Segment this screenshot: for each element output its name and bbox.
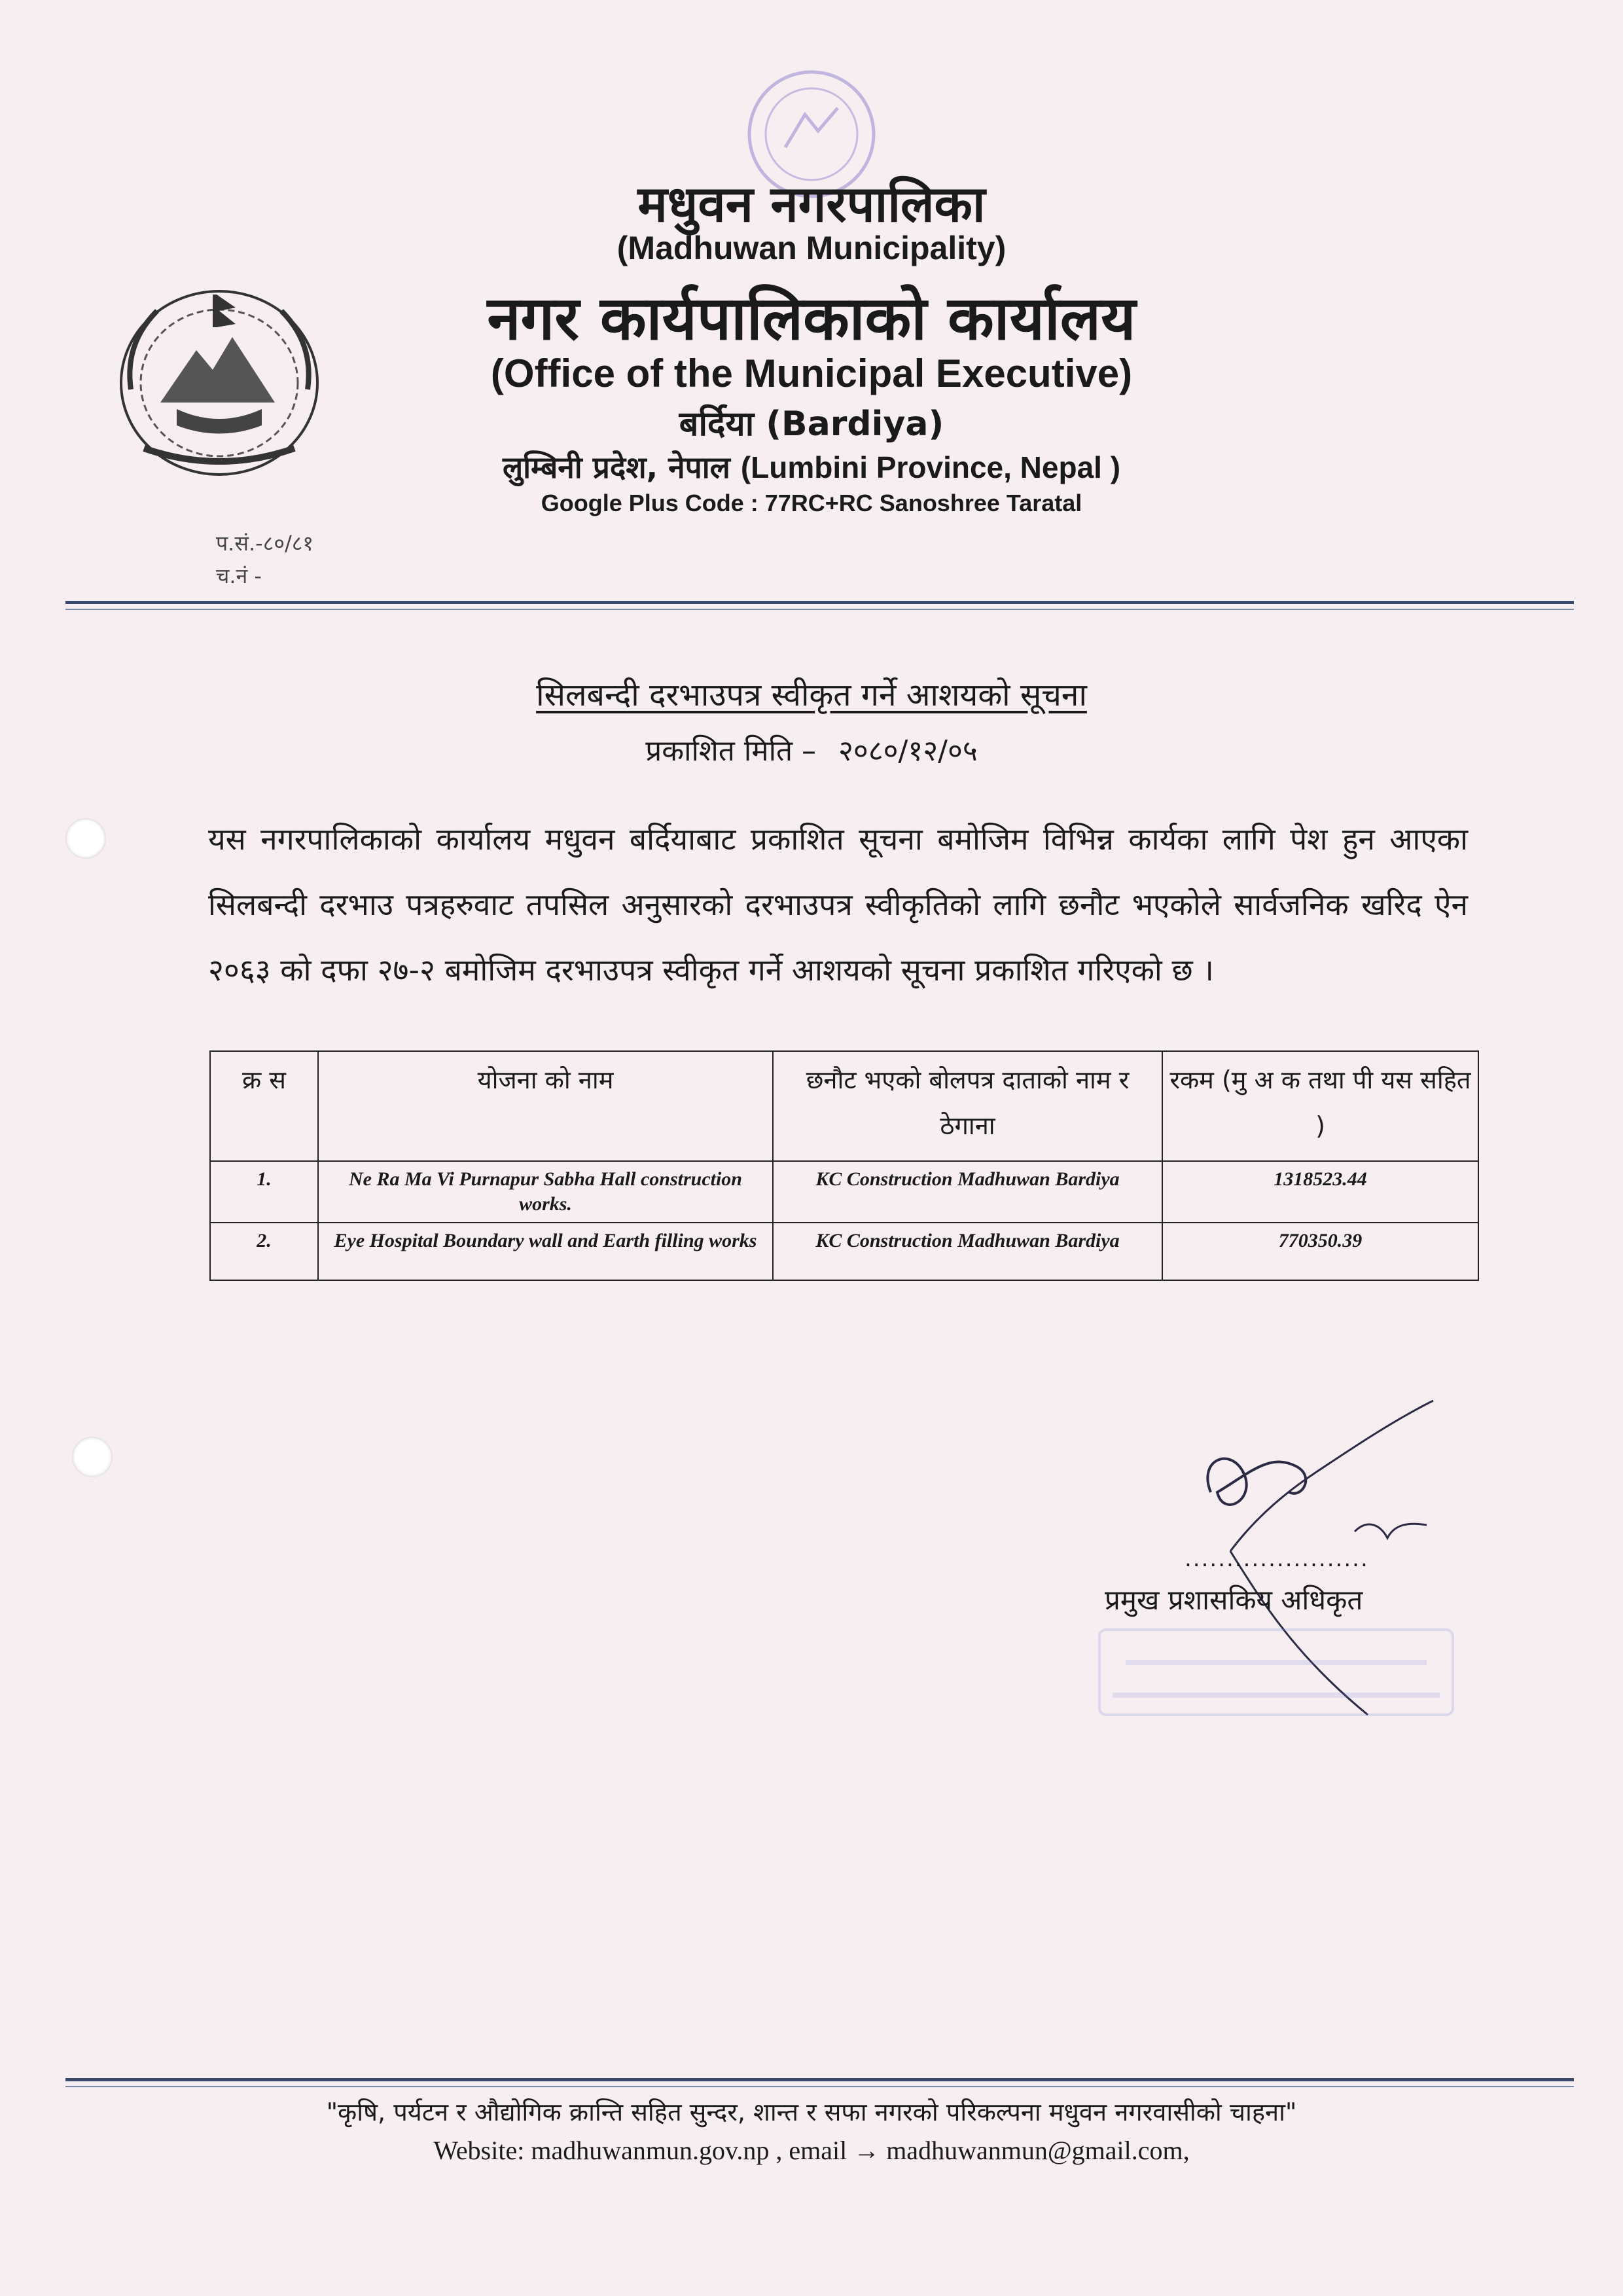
- cell-amount: 1318523.44: [1162, 1161, 1478, 1223]
- selected-bids-table: [209, 1050, 1479, 1281]
- letter-number: प.सं.-८०/८१: [216, 531, 314, 556]
- officer-stamp-icon: [1086, 1623, 1466, 1721]
- district-en: (Bardiya): [766, 404, 944, 444]
- cell-project: Ne Ra Ma Vi Purnapur Sabha Hall construction works.: [318, 1161, 773, 1223]
- punch-hole: [72, 1437, 113, 1477]
- footer-contact: Website: madhuwanmun.gov.np , email → madhuwanmun@gmail.com,: [433, 2136, 1190, 2165]
- cell-bidder: KC Construction Madhuwan Bardiya: [773, 1223, 1162, 1280]
- cell-bidder: KC Construction Madhuwan Bardiya: [773, 1161, 1162, 1223]
- table-row: [210, 1161, 1478, 1223]
- municipality-name-np: मधुवन नगरपालिका: [637, 175, 986, 233]
- office-name-np: नगर कार्यपालिकाको कार्यालय: [487, 283, 1136, 353]
- punch-hole: [65, 818, 106, 859]
- notice-date-line: [0, 730, 1623, 769]
- header-project: योजना को नाम: [318, 1051, 773, 1161]
- notice-title: सिलबन्दी दरभाउपत्र स्वीकृत गर्ने आशयको सूचना: [536, 677, 1087, 713]
- province-np: लुम्बिनी प्रदेश, नेपाल: [502, 450, 730, 485]
- province-en: (Lumbini Province, Nepal ): [740, 450, 1121, 484]
- signatory-title: प्रमुख प्रशासकिय अधिकृत: [1105, 1584, 1363, 1616]
- cell-amount: 770350.39: [1162, 1223, 1478, 1280]
- province-line: [0, 446, 1623, 487]
- plus-code: Google Plus Code : 77RC+RC Sanoshree Taratal: [541, 490, 1082, 516]
- office-name-en: (Office of the Municipal Executive): [490, 351, 1133, 395]
- header-sn: क्र स: [210, 1051, 318, 1161]
- footer-divider-thin: [65, 2086, 1574, 2087]
- dispatch-number: च.नं -: [216, 564, 262, 588]
- notice-date-value: २०८०/१२/०५: [838, 734, 978, 768]
- footer-slogan: "कृषि, पर्यटन र औद्योगिक क्रान्ति सहित सुन्दर, शान्त र सफा नगरको परिकल्पना मधुवन नगरवासीको चाहना": [326, 2098, 1297, 2126]
- district-line: [0, 399, 1623, 446]
- cell-sn: 2.: [210, 1223, 318, 1280]
- cell-project: Eye Hospital Boundary wall and Earth filling works: [318, 1223, 773, 1280]
- notice-body: यस नगरपालिकाको कार्यालय मधुवन बर्दियाबाट प्रकाशित सूचना बमोजिम विभिन्न कार्यका लागि पेश हुन आएका सिलबन्दी दरभाउ पत्रहरुवाट तपसिल अनुसारको दरभाउपत्र स्वीकृतिको लागि छनौट भएकोले सार्वजनिक खरिद ऐन २०६३ को दफा २७-२ बमोजिम दरभाउपत्र स्वीकृत गर्ने आशयको सूचना प्रकाशित गरिएको छ ।: [208, 821, 1468, 988]
- cell-sn: 1.: [210, 1161, 318, 1223]
- signature-line: ......................: [1185, 1546, 1369, 1572]
- table-row: [210, 1223, 1478, 1280]
- header-amount: रकम (मु अ क तथा पी यस सहित ): [1162, 1051, 1478, 1161]
- municipality-name-en: (Madhuwan Municipality): [616, 230, 1007, 266]
- header-divider: [65, 601, 1574, 604]
- district-np: बर्दिया: [679, 404, 755, 444]
- footer-divider: [65, 2078, 1574, 2081]
- header-bidder: छनौट भएको बोलपत्र दाताको नाम र ठेगाना: [773, 1051, 1162, 1161]
- table-header-row: [210, 1051, 1478, 1161]
- notice-date-label: प्रकाशित मिति –: [645, 734, 817, 768]
- header-divider-thin: [65, 609, 1574, 610]
